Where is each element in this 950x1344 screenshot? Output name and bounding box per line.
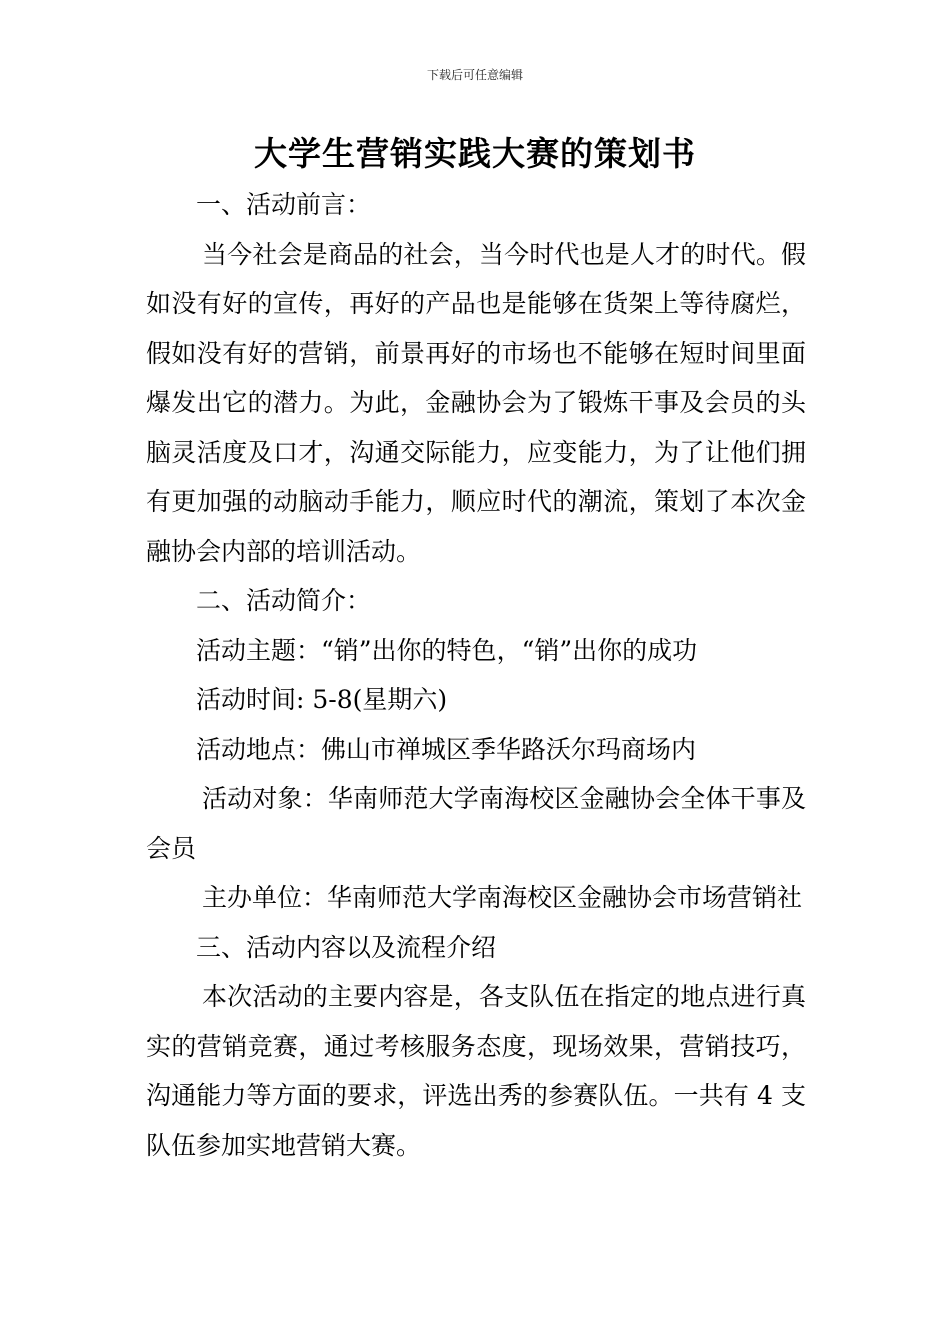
section-1-heading: 一、活动前言： <box>196 190 372 219</box>
activity-time: 活动时间: 5-8(星期六) <box>196 685 448 714</box>
header-note: 下载后可任意编辑 <box>426 68 523 82</box>
activity-target: 活动对象：华南师范大学南海校区金融协会全体干事及会员 <box>146 784 806 863</box>
section-1-paragraph: 当今社会是商品的社会，当今时代也是人才的时代。假如没有好的宣传，再好的产品也是能够在货架上等待腐烂，假如没有好的营销，前景再好的市场也不能够在短时间里面爆发出它的潜力。为此，金融协会为了锻炼干事及会员的头脑灵活度及口才，沟通交际能力，应变能力，为了让他们拥有更加强的动脑动手能力，顺应时代的潮流，策划了本次金融协会内部的培训活动。 <box>146 239 806 566</box>
section-3-paragraph: 本次活动的主要内容是，各支队伍在指定的地点进行真实的营销竞赛，通过考核服务态度，现场效果，营销技巧，沟通能力等方面的要求，评选出秀的参赛队伍。一共有 4 支队伍参加实地营销大赛。 <box>146 982 806 1160</box>
document-title: 大学生营销实践大赛的策划书 <box>254 134 696 173</box>
activity-host: 主办单位：华南师范大学南海校区金融协会市场营销社 <box>202 883 803 912</box>
section-3-heading: 三、活动内容以及流程介绍 <box>196 932 497 962</box>
section-2-heading: 二、活动简介： <box>196 586 372 615</box>
activity-place: 活动地点：佛山市禅城区季华路沃尔玛商场内 <box>196 734 697 764</box>
document-body <box>146 180 806 1170</box>
activity-theme: 活动主题：“销”出你的特色，“销”出你的成功 <box>196 635 698 665</box>
